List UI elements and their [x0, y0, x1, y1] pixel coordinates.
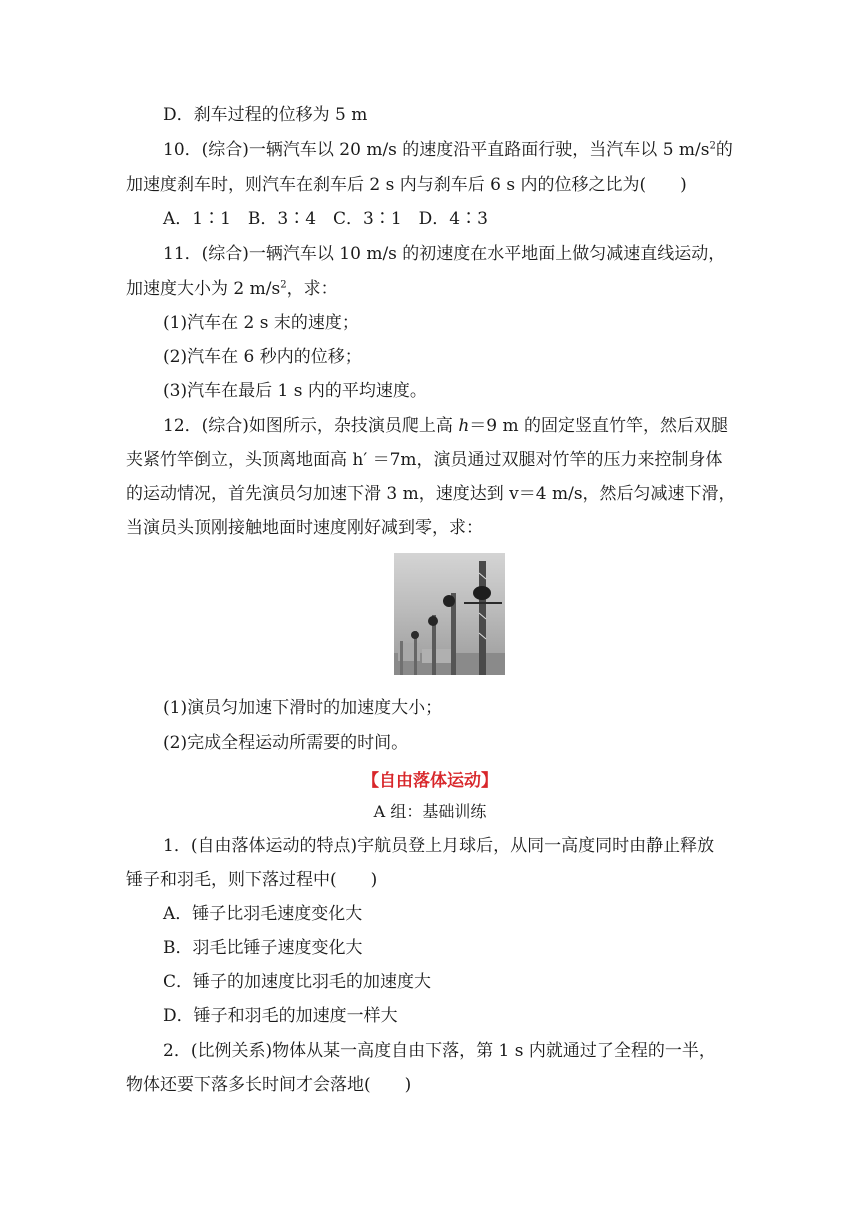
q12-h: h — [458, 416, 470, 436]
question-12-line-1 — [163, 413, 728, 439]
q12-pre: 12．(综合)如图所示，杂技演员爬上高 — [163, 416, 459, 436]
question-11-line-2 — [126, 276, 338, 302]
q10-text-end: 的 — [715, 140, 733, 160]
question-1-option-c: C．锤子的加速度比羽毛的加速度大 — [163, 972, 432, 992]
q10-sup: 2 — [709, 140, 716, 152]
question-12-line-4: 当演员头顶刚接触地面时速度刚好减到零，求： — [126, 518, 483, 538]
question-1-line-1: 1．(自由落体运动的特点)宇航员登上月球后，从同一高度同时由静止释放 — [163, 836, 715, 856]
q10-text: 10．(综合)一辆汽车以 20 m/s 的速度沿平直路面行驶，当汽车以 5 m/s — [163, 140, 710, 160]
q11-post: ，求： — [286, 279, 338, 299]
question-1-option-d: D．锤子和羽毛的加速度一样大 — [163, 1006, 398, 1026]
question-1-option-a: A．锤子比羽毛速度变化大 — [163, 904, 363, 924]
question-11-part-1: (1)汽车在 2 s 末的速度； — [163, 313, 359, 333]
question-1-option-b: B．羽毛比锤子速度变化大 — [163, 938, 363, 958]
question-1-line-2: 锤子和羽毛，则下落过程中( ) — [126, 870, 378, 890]
q11-pre: 加速度大小为 2 m/s — [126, 279, 281, 299]
question-10-line-1 — [163, 137, 733, 163]
question-12-line-2: 夹紧竹竿倒立，头顶离地面高 h′ ＝7m，演员通过双腿对竹竿的压力来控制身体 — [126, 450, 723, 470]
question-10-line-2: 加速度刹车时，则汽车在刹车后 2 s 内与刹车后 6 s 内的位移之比为( ) — [126, 175, 687, 195]
question-10-options: A．1∶1 B．3∶4 C．3∶1 D．4∶3 — [163, 209, 488, 229]
question-12-part-2: (2)完成全程运动所需要的时间。 — [163, 733, 409, 753]
question-2-line-2: 物体还要下落多长时间才会落地( ) — [126, 1075, 412, 1095]
question-11-line-1: 11．(综合)一辆汽车以 10 m/s 的初速度在水平地面上做匀减速直线运动， — [163, 244, 726, 264]
q12-post: ＝9 m 的固定竖直竹竿，然后双腿 — [469, 416, 729, 436]
question-11-part-2: (2)汽车在 6 秒内的位移； — [163, 347, 362, 367]
question-11-part-3: (3)汽车在最后 1 s 内的平均速度。 — [163, 381, 427, 401]
question-2-line-1: 2．(比例关系)物体从某一高度自由下落，第 1 s 内就通过了全程的一半， — [163, 1041, 716, 1061]
acrobat-pole-photo — [394, 553, 505, 675]
option-d-displacement: D．刹车过程的位移为 5 m — [163, 105, 368, 125]
acrobat-pole-icon — [394, 553, 505, 675]
section-title: 【自由落体运动】 — [362, 771, 498, 791]
question-12-line-3: 的运动情况，首先演员匀加速下滑 3 m，速度达到 v＝4 m/s，然后匀减速下滑， — [126, 484, 736, 504]
group-heading: A 组：基础训练 — [373, 802, 487, 821]
question-12-part-1: (1)演员匀加速下滑时的加速度大小； — [163, 698, 443, 718]
q11-sup: 2 — [280, 279, 287, 291]
